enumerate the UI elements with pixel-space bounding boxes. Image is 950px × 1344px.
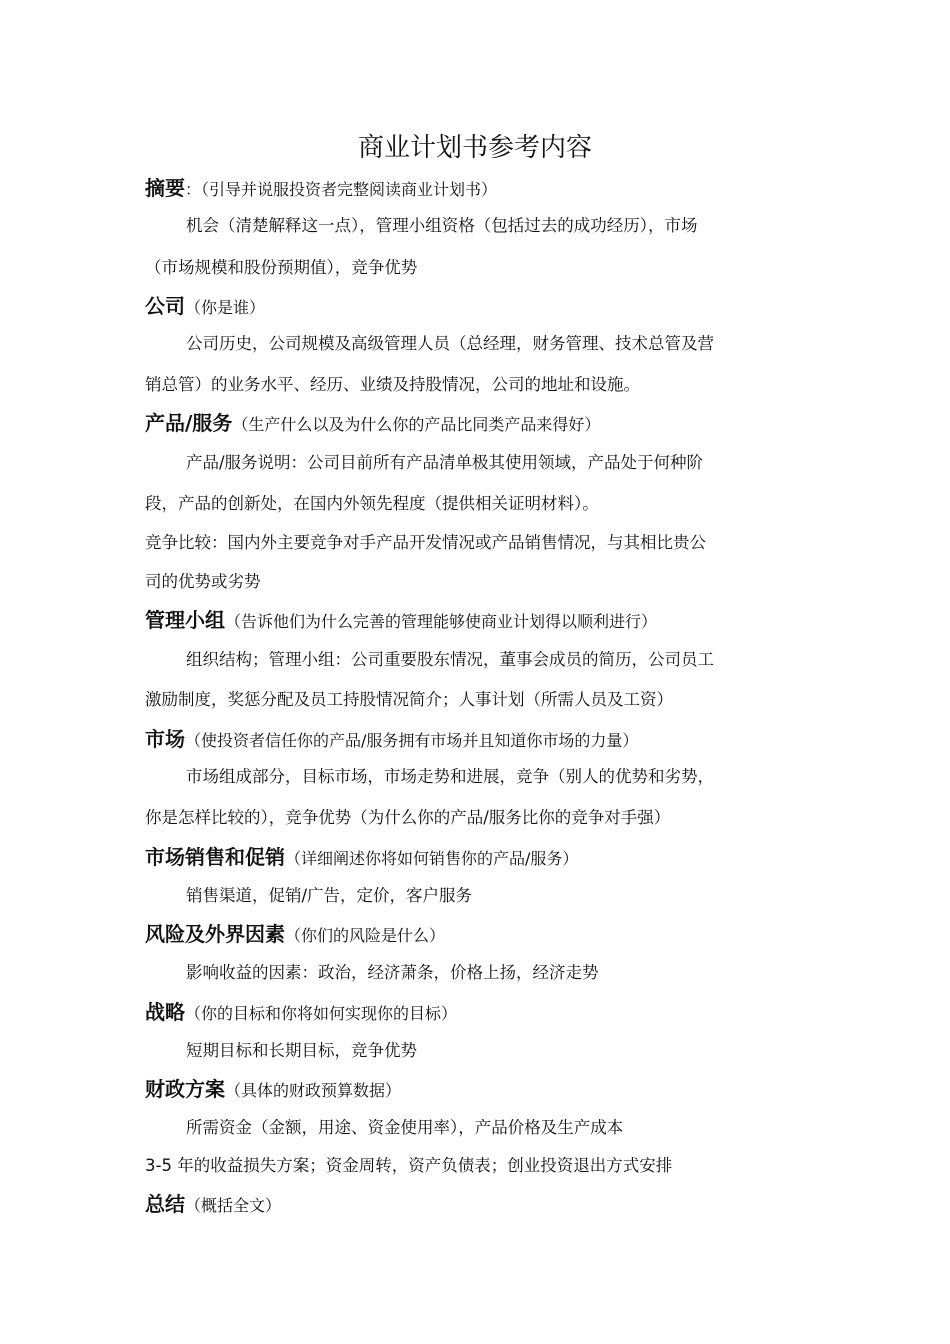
heading-subtitle: （使投资者信任你的产品/服务拥有市场并且知道你市场的力量） (185, 731, 639, 750)
body-line: 你是怎样比较的），竞争优势（为什么你的产品/服务比你的竞争对手强） (145, 808, 671, 827)
page-title: 商业计划书参考内容 (357, 133, 592, 163)
heading-subtitle: ：（引导并说服投资者完整阅读商业计划书） (185, 180, 498, 199)
section-heading-strategy (145, 998, 457, 1028)
heading-text: 管理小组 (145, 608, 225, 632)
heading-text: 战略 (145, 1000, 185, 1024)
heading-text: 风险及外界因素 (145, 922, 285, 946)
heading-subtitle: （概括全文） (185, 1196, 282, 1215)
heading-text: 市场销售和促销 (145, 845, 285, 869)
body-line: 影响收益的因素：政治，经济萧条，价格上扬，经济走势 (186, 963, 599, 982)
section-heading-summary (145, 174, 497, 204)
body-line: 短期目标和长期目标，竞争优势 (186, 1041, 417, 1060)
heading-subtitle: （生产什么以及为什么你的产品比同类产品来得好） (232, 415, 601, 434)
heading-subtitle: （告诉他们为什么完善的管理能够使商业计划得以顺利进行） (225, 612, 658, 631)
heading-subtitle: （你是谁） (185, 298, 266, 317)
heading-subtitle: （详细阐述你将如何销售你的产品/服务） (285, 849, 579, 868)
section-heading-market (145, 725, 638, 755)
body-line: 产品/服务说明：公司目前所有产品清单极其使用领域，产品处于何种阶 (186, 453, 704, 472)
body-line: 销总管）的业务水平、经历、业绩及持股情况，公司的地址和设施。 (145, 375, 640, 394)
section-heading-conclusion (145, 1190, 281, 1220)
section-heading-product (145, 409, 600, 439)
heading-text: 财政方案 (145, 1077, 225, 1101)
body-line: 3-5 年的收益损失方案；资金周转，资产负债表；创业投资退出方式安排 (145, 1156, 673, 1175)
section-heading-company (145, 292, 265, 322)
body-line: （市场规模和股份预期值），竞争优势 (145, 258, 418, 277)
body-line: 机会（清楚解释这一点），管理小组资格（包括过去的成功经历），市场 (186, 216, 698, 235)
body-line: 司的优势或劣势 (145, 572, 261, 591)
heading-subtitle: （具体的财政预算数据） (225, 1081, 402, 1100)
heading-text: 市场 (145, 727, 185, 751)
body-line: 销售渠道，促销/广告，定价，客户服务 (186, 886, 473, 905)
body-line: 段，产品的创新处，在国内外领先程度（提供相关证明材料）。 (145, 494, 599, 513)
heading-text: 公司 (145, 294, 185, 318)
body-line: 所需资金（金额，用途、资金使用率），产品价格及生产成本 (186, 1118, 624, 1137)
heading-subtitle: （你的目标和你将如何实现你的目标） (185, 1004, 458, 1023)
heading-text: 摘要 (145, 176, 185, 200)
heading-text: 总结 (145, 1192, 185, 1216)
section-heading-finance (145, 1075, 401, 1105)
body-line: 市场组成部分，目标市场，市场走势和进展，竞争（别人的优势和劣势， (186, 767, 714, 786)
body-line: 组织结构；管理小组：公司重要股东情况，董事会成员的简历，公司员工 (186, 650, 714, 669)
body-line: 激励制度，奖惩分配及员工持股情况简介；人事计划（所需人员及工资） (145, 690, 673, 709)
heading-subtitle: （你们的风险是什么） (285, 926, 446, 945)
section-heading-management (145, 606, 657, 636)
body-line: 公司历史，公司规模及高级管理人员（总经理，财务管理、技术总管及营 (186, 334, 714, 353)
heading-text: 产品/服务 (145, 411, 233, 435)
section-heading-sales (145, 843, 578, 873)
section-heading-risk (145, 920, 445, 950)
body-line: 竞争比较：国内外主要竞争对手产品开发情况或产品销售情况，与其相比贵公 (145, 533, 706, 552)
